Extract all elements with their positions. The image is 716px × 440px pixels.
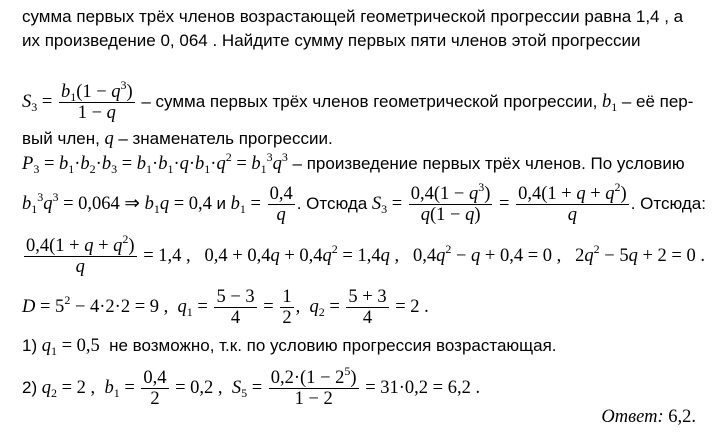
p3-description: – произведение первых трёх членов. По условию [292,154,685,173]
b1-q-definition: вый член, q – знаменатель прогрессии. [22,129,333,149]
case-1-text: не возможно, т.к. по условию прогрессия возрастающая. [109,336,557,355]
s3-definition: $S_3$ = $\frac{b_1(1 - q^3)}{1 - q}$ – сумма первых трёх членов геометрической прогрессии, $b_1$ – её пер- [22,78,694,123]
answer-value: 6,2. [668,407,696,427]
problem-line-2: их произведение 0, 064 . Найдите сумму первых пяти членов этой прогрессии [22,31,641,50]
answer-label: Ответ: [601,407,664,427]
ratio-label: – знаменатель прогрессии. [118,129,333,148]
and-word: и [216,193,226,213]
quadratic-equation: $\frac{0,4(1 + q + q^2)}{q}$ = 1,4 , $0,4 + 0,4q + 0,4q^2 = 1,4q$ , $0,4q^2 - q + 0,4 = 0$ , $2q^2 - 5q + 2 = 0$ . [26,232,705,277]
case-1: 1) $q_1 = 0,5$ не возможно, т.к. по условию прогрессия возрастающая. [22,336,557,358]
case-1-number: 1) [22,336,38,355]
b1-derivation: $b_1^3q^3 = 0,064$ ⇒ $b_1q = 0,4$ и $b_1$ = $\frac{0,4}{q}$ . Отсюда $S_3$ = $\frac{0,4(1 - q^3)}{q(1 - q)}$ = $\frac{0,4(1 + q + q^2)}{q}$ . Отсюда: [22,180,706,225]
answer [601,407,696,428]
case-2: 2) $q_2 = 2$ , $b_1$ = $\frac{0,4}{2}$ = 0,2 , $S_5$ = $\frac{0,2\cdot(1 - 2^5)}{1 - 2}$ = 31·0,2 = 6,2 . [22,364,481,409]
problem-line-1: сумма первых трёх членов возрастающей геометрической прогрессии равна 1,4 , а [22,7,684,26]
s3-description: – сумма первых трёх членов геометрической прогрессии, [141,91,598,111]
otsyuda-1: . Отсюда [296,193,368,213]
s3-fraction: $\frac{b_1(1 - q^3)}{1 - q}$ [60,78,133,123]
otsyuda-2: . Отсюда: [630,193,706,213]
discriminant: $D = 5^2 - 4\cdot 2\cdot 2 = 9$ , $q_1$ = $\frac{5 - 3}{4}$ = $\frac{1}{2}$ , $q_2$ = $\frac{5 + 3}{4}$ = 2 . [22,287,429,328]
first-term-label: вый член, [22,129,100,148]
p3-definition: $P_3 = b_1\cdot b_2\cdot b_3 = b_1\cdot b_1\cdot q\cdot b_1\cdot q^2 = b_1^3q^3$ – произведение первых трёх членов. По условию [22,150,685,176]
case-2-number: 2) [22,377,38,397]
b1-description: – её пер- [621,91,694,111]
